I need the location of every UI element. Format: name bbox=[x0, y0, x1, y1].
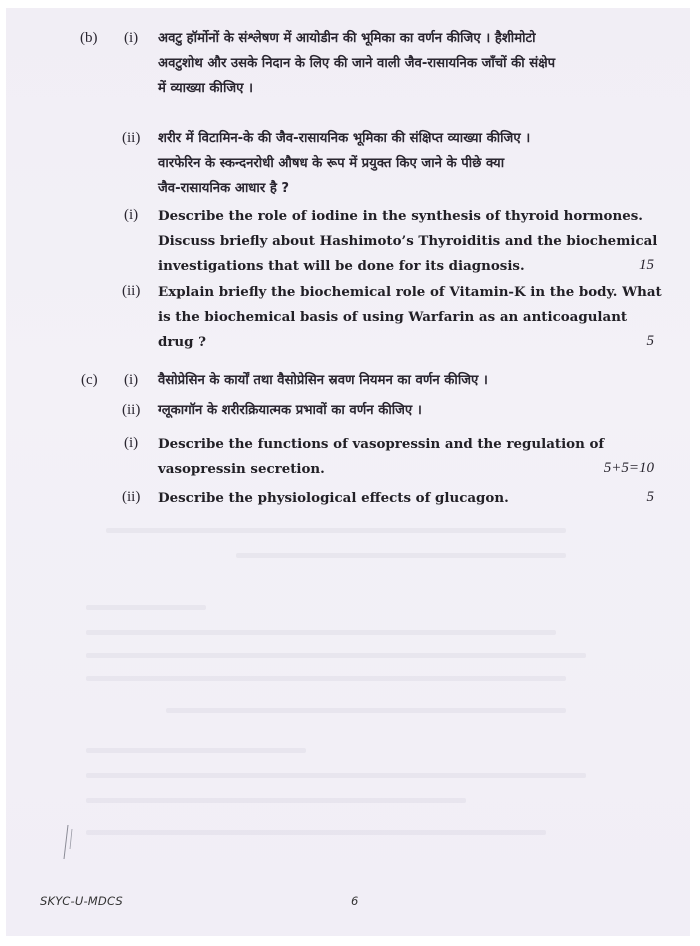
question-b-ii-english-label: (ii) bbox=[122, 283, 141, 299]
bleed-through-line bbox=[166, 708, 566, 713]
section-b-label: (b) bbox=[80, 30, 98, 46]
bleed-through-line bbox=[236, 553, 566, 558]
question-c-ii-english: Describe the physiological effects of glucagon. bbox=[158, 490, 509, 506]
bleed-through-line bbox=[86, 830, 546, 835]
question-c-i-english-label: (i) bbox=[124, 435, 139, 451]
bleed-through-line bbox=[86, 653, 586, 658]
marks-c-i: 5+5=10 bbox=[603, 460, 654, 476]
question-b-i-english-label: (i) bbox=[124, 207, 139, 223]
question-c-i-hindi: वैसोप्रेसिन के कार्यों तथा वैसोप्रेसिन स्रवण नियमन का वर्णन कीजिए । bbox=[158, 373, 488, 388]
bleed-through-line bbox=[86, 773, 586, 778]
pen-mark-icon bbox=[58, 823, 74, 863]
question-text-line: vasopressin secretion. bbox=[158, 461, 325, 477]
question-text-line: अवटुशोथ और उसके निदान के लिए की जाने वाली जैव-रासायनिक जाँचों की संक्षेप bbox=[158, 56, 556, 71]
bleed-through-line bbox=[106, 528, 566, 533]
question-text-line: is the biochemical basis of using Warfarin as an anticoagulant bbox=[158, 309, 628, 325]
question-b-i-hindi-label: (i) bbox=[124, 30, 139, 46]
bleed-through-line bbox=[86, 676, 566, 681]
question-text-line: शरीर में विटामिन-के की जैव-रासायनिक भूमिका की संक्षिप्त व्याख्या कीजिए । bbox=[158, 131, 531, 146]
marks-c-ii: 5 bbox=[646, 489, 654, 505]
question-text-line: में व्याख्या कीजिए । bbox=[158, 81, 254, 96]
question-c-ii-hindi: ग्लूकागॉन के शरीरक्रियात्मक प्रभावों का वर्णन कीजिए । bbox=[158, 403, 422, 418]
paper-code: SKYC-U-MDCS bbox=[40, 894, 123, 908]
section-c-label: (c) bbox=[81, 372, 98, 388]
question-text-line: Discuss briefly about Hashimoto’s Thyroiditis and the biochemical bbox=[158, 233, 658, 249]
question-text-line: Describe the functions of vasopressin and the regulation of bbox=[158, 436, 605, 452]
question-text-line: Explain briefly the biochemical role of Vitamin-K in the body. What bbox=[158, 284, 662, 300]
question-c-ii-hindi-label: (ii) bbox=[122, 402, 141, 418]
bleed-through-line bbox=[86, 748, 306, 753]
question-text-line: drug ? bbox=[158, 334, 207, 350]
marks-b-i: 15 bbox=[639, 257, 654, 273]
question-text-line: Describe the role of iodine in the synthesis of thyroid hormones. bbox=[158, 208, 643, 224]
marks-b-ii: 5 bbox=[646, 333, 654, 349]
page-number: 6 bbox=[351, 894, 359, 908]
question-text-line: जैव-रासायनिक आधार है ? bbox=[158, 181, 290, 196]
question-b-ii-hindi-label: (ii) bbox=[122, 130, 141, 146]
bleed-through-line bbox=[86, 630, 556, 635]
bleed-through-line bbox=[86, 798, 466, 803]
question-text-line: अवटु हॉर्मोनों के संश्लेषण में आयोडीन की भूमिका का वर्णन कीजिए । हैशीमोटो bbox=[158, 31, 536, 46]
bleed-through-line bbox=[86, 605, 206, 610]
question-text-line: वारफेरिन के स्कन्दनरोधी औषध के रूप में प्रयुक्त किए जाने के पीछे क्या bbox=[158, 156, 505, 171]
question-c-ii-english-label: (ii) bbox=[122, 489, 141, 505]
exam-page bbox=[6, 8, 690, 936]
question-c-i-hindi-label: (i) bbox=[124, 372, 139, 388]
question-text-line: investigations that will be done for its diagnosis. bbox=[158, 258, 525, 274]
